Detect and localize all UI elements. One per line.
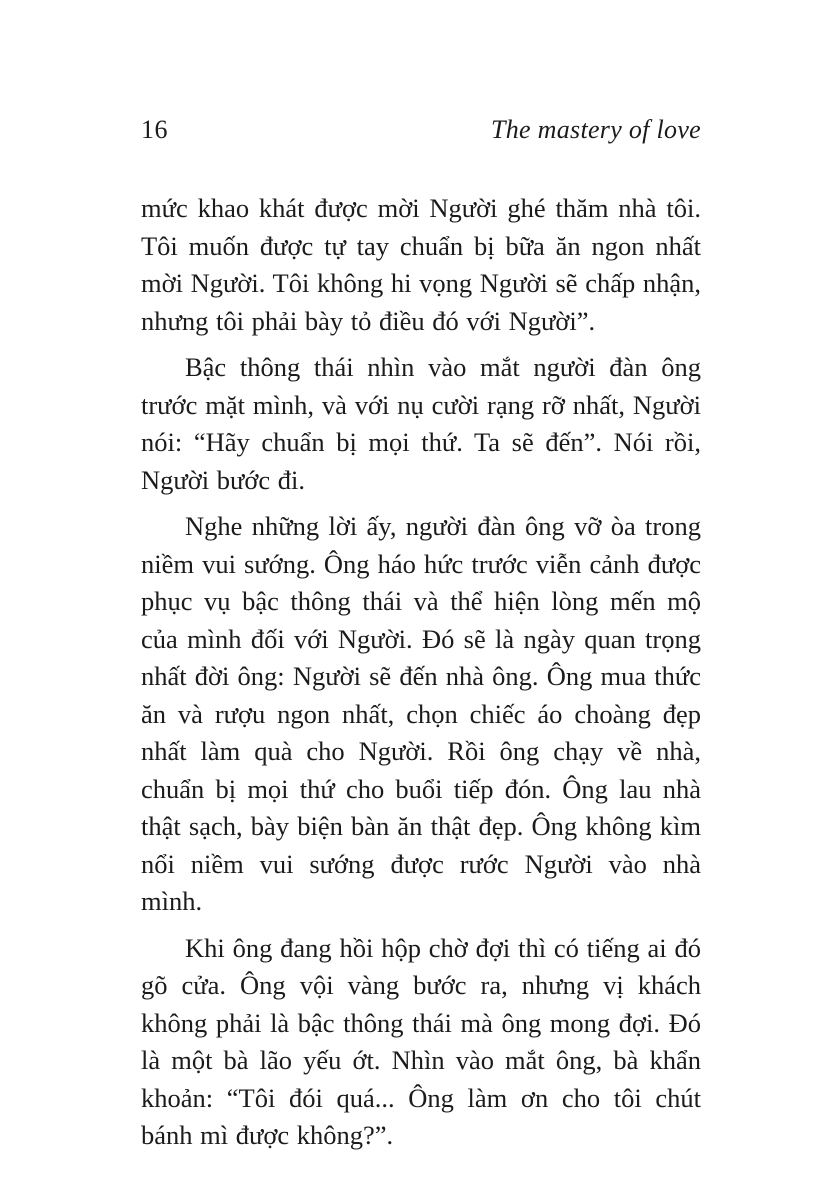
body-text — [141, 190, 701, 1155]
page-header — [141, 114, 701, 146]
page-content — [141, 114, 701, 1164]
page-number: 16 — [141, 115, 168, 144]
paragraph: Nghe những lời ấy, người đàn ông vỡ òa trong niềm vui sướng. Ông háo hức trước viễn cảnh được phục vụ bậc thông thái và thể hiện lòng mến mộ của mình đối với Người. Đó sẽ là ngày quan trọng nhất đời ông: Người sẽ đến nhà ông. Ông mua thức ăn và rượu ngon nhất, chọn chiếc áo choàng đẹp nhất làm quà cho Người. Rồi ông chạy về nhà, chuẩn bị mọi thứ cho buổi tiếp đón. Ông lau nhà thật sạch, bày biện bàn ăn thật đẹp. Ông không kìm nổi niềm vui sướng được rước Người vào nhà mình. — [141, 511, 701, 916]
paragraph: mức khao khát được mời Người ghé thăm nhà tôi. Tôi muốn được tự tay chuẩn bị bữa ăn ngon nhất mời Người. Tôi không hi vọng Người sẽ chấp nhận, nhưng tôi phải bày tỏ điều đó với Người”. — [141, 193, 701, 336]
running-title: The mastery of love — [490, 115, 701, 144]
paragraph: Bậc thông thái nhìn vào mắt người đàn ông trước mặt mình, và với nụ cười rạng rỡ nhất, Người nói: “Hãy chuẩn bị mọi thứ. Ta sẽ đến”. Nói rồi, Người bước đi. — [141, 352, 701, 495]
paragraph: Khi ông đang hồi hộp chờ đợi thì có tiếng ai đó gõ cửa. Ông vội vàng bước ra, nhưng vị khách không phải là bậc thông thái mà ông mong đợi. Đó là một bà lão yếu ớt. Nhìn vào mắt ông, bà khẩn khoản: “Tôi đói quá... Ông làm ơn cho tôi chút bánh mì được không?”. — [141, 932, 701, 1150]
